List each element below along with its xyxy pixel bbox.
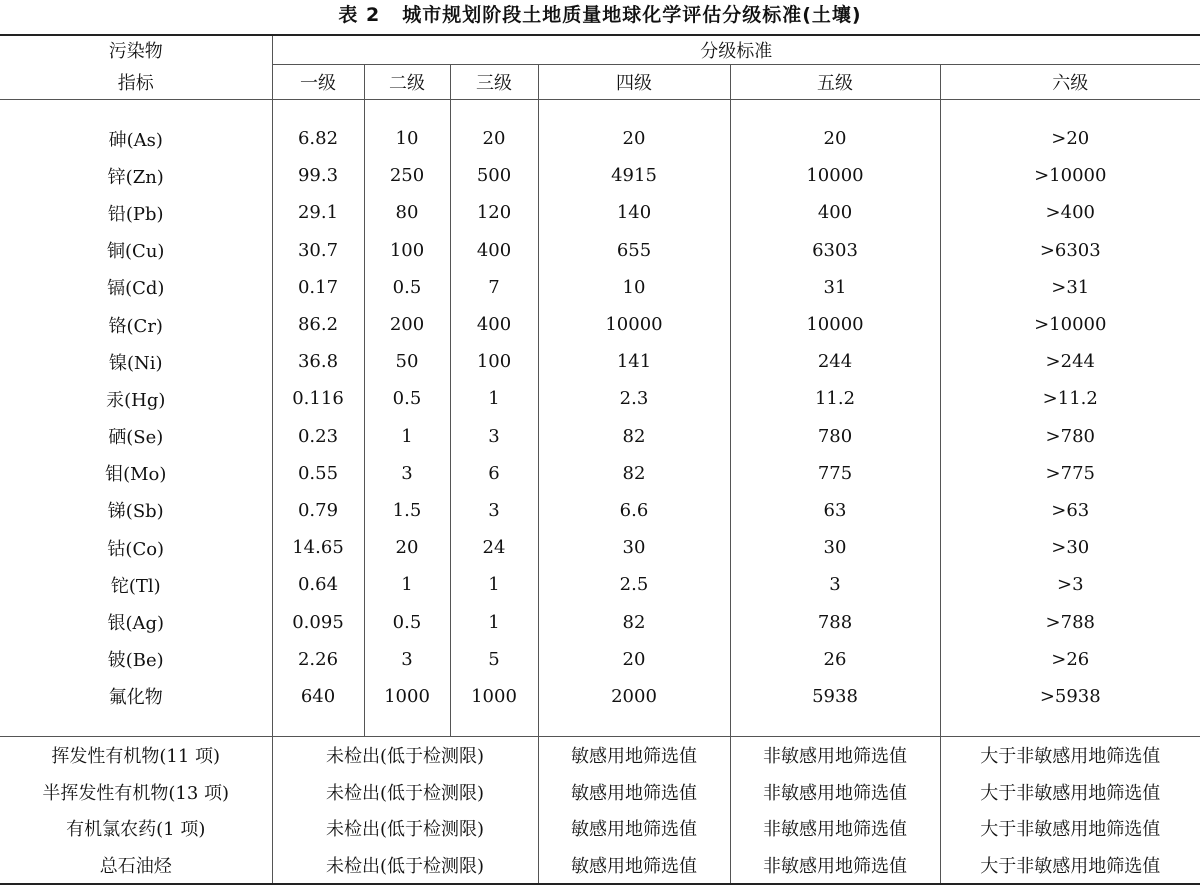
table-row (0, 678, 1200, 715)
grade-4-value: 140 (538, 194, 730, 231)
grade-2-value: 3 (364, 641, 450, 678)
grade-5-criterion: 非敏感用地筛选值 (730, 810, 940, 847)
element-name: 锌(Zn) (107, 166, 164, 188)
grade-3-value: 500 (450, 157, 538, 194)
grade-5-value: 26 (730, 641, 940, 678)
grade-3-value: 24 (450, 529, 538, 566)
grade-2-value: 50 (364, 343, 450, 380)
grade-2-value: 80 (364, 194, 450, 231)
grade-2-value: 0.5 (364, 269, 450, 306)
grade-1-value: 0.79 (272, 492, 364, 529)
grade-1-value: 0.116 (272, 380, 364, 417)
grade-4-criterion: 敏感用地筛选值 (538, 737, 730, 774)
element-name: 钼(Mo) (105, 464, 167, 486)
grade-3-value: 5 (450, 641, 538, 678)
grade-2-value: 1 (364, 418, 450, 455)
grade-5-value: 6303 (730, 232, 940, 269)
grades-1-3-criterion: 未检出(低于检测限) (272, 774, 538, 811)
grade-1-value: 0.55 (272, 455, 364, 492)
grade-header-4: 四级 (538, 65, 730, 100)
grade-3-value: 120 (450, 194, 538, 231)
grade-4-criterion: 敏感用地筛选值 (538, 774, 730, 811)
table-number: 表 2 (338, 4, 381, 26)
element-name: 钴(Co) (107, 538, 165, 560)
table-row (0, 120, 1200, 157)
grade-6-value: >26 (940, 641, 1200, 678)
grade-4-value: 20 (538, 641, 730, 678)
element-name: 银(Ag) (107, 613, 165, 635)
grade-header-3: 三级 (450, 65, 538, 100)
grade-2-value: 0.5 (364, 603, 450, 640)
grade-6-value: >30 (940, 529, 1200, 566)
grade-3-value: 400 (450, 232, 538, 269)
grade-5-value: 775 (730, 455, 940, 492)
grade-6-value: >3 (940, 566, 1200, 603)
element-name: 锑(Sb) (107, 501, 164, 523)
grade-5-value: 10000 (730, 157, 940, 194)
grade-6-criterion: 大于非敏感用地筛选值 (940, 810, 1200, 847)
grade-2-value: 1.5 (364, 492, 450, 529)
grade-5-criterion: 非敏感用地筛选值 (730, 737, 940, 774)
table-row (0, 641, 1200, 678)
header-row-1 (0, 35, 1200, 65)
element-name: 铬(Cr) (108, 315, 163, 337)
grade-6-value: >20 (940, 120, 1200, 157)
grade-3-value: 7 (450, 269, 538, 306)
spacer-row (0, 100, 1200, 121)
grade-4-value: 6.6 (538, 492, 730, 529)
grade-2-value: 100 (364, 232, 450, 269)
grade-3-value: 100 (450, 343, 538, 380)
grade-4-value: 2000 (538, 678, 730, 715)
grade-4-value: 20 (538, 120, 730, 157)
section-separator (0, 715, 1200, 737)
grade-5-value: 400 (730, 194, 940, 231)
grade-6-value: >780 (940, 418, 1200, 455)
table-row (0, 847, 1200, 885)
grade-5-value: 20 (730, 120, 940, 157)
grade-5-value: 31 (730, 269, 940, 306)
grade-header-5: 五级 (730, 65, 940, 100)
grade-6-criterion: 大于非敏感用地筛选值 (940, 737, 1200, 774)
grade-5-value: 63 (730, 492, 940, 529)
grade-5-value: 10000 (730, 306, 940, 343)
grade-1-value: 30.7 (272, 232, 364, 269)
element-name: 汞(Hg) (106, 389, 166, 411)
table-row (0, 774, 1200, 811)
grade-6-value: >5938 (940, 678, 1200, 715)
grade-4-value: 655 (538, 232, 730, 269)
grade-2-value: 1 (364, 566, 450, 603)
table-row (0, 810, 1200, 847)
table-row (0, 492, 1200, 529)
indicator-header-line1: 污染物 (0, 35, 272, 65)
element-name: 砷(As) (108, 129, 163, 151)
grades-1-3-criterion: 未检出(低于检测限) (272, 737, 538, 774)
grade-3-value: 3 (450, 492, 538, 529)
grade-2-value: 20 (364, 529, 450, 566)
grade-1-value: 14.65 (272, 529, 364, 566)
grading-standard-header: 分级标准 (272, 35, 1200, 65)
grade-1-value: 640 (272, 678, 364, 715)
table-row (0, 343, 1200, 380)
grade-4-value: 10000 (538, 306, 730, 343)
grade-4-value: 4915 (538, 157, 730, 194)
grade-6-value: >10000 (940, 157, 1200, 194)
grade-2-value: 3 (364, 455, 450, 492)
grade-header-6: 六级 (940, 65, 1200, 100)
grade-4-value: 82 (538, 603, 730, 640)
table-row (0, 194, 1200, 231)
grade-2-value: 0.5 (364, 380, 450, 417)
grade-2-value: 250 (364, 157, 450, 194)
organic-indicator-name: 有机氯农药(1 项) (66, 819, 206, 841)
grades-1-3-criterion: 未检出(低于检测限) (272, 847, 538, 885)
grade-4-value: 30 (538, 529, 730, 566)
grade-2-value: 10 (364, 120, 450, 157)
table-row (0, 306, 1200, 343)
grade-header-2: 二级 (364, 65, 450, 100)
grade-2-value: 200 (364, 306, 450, 343)
grade-4-value: 82 (538, 455, 730, 492)
grade-3-value: 20 (450, 120, 538, 157)
grade-6-value: >63 (940, 492, 1200, 529)
grade-3-value: 1 (450, 380, 538, 417)
element-name: 铜(Cu) (107, 241, 165, 263)
grade-3-value: 1 (450, 566, 538, 603)
grade-3-value: 1 (450, 603, 538, 640)
grade-1-value: 6.82 (272, 120, 364, 157)
grade-4-value: 2.5 (538, 566, 730, 603)
table-row (0, 737, 1200, 774)
grade-1-value: 0.095 (272, 603, 364, 640)
grade-2-value: 1000 (364, 678, 450, 715)
grade-6-criterion: 大于非敏感用地筛选值 (940, 847, 1200, 885)
table-row (0, 157, 1200, 194)
organic-indicator-name: 总石油烃 (0, 847, 272, 885)
element-name: 铊(Tl) (110, 575, 161, 597)
grade-1-value: 36.8 (272, 343, 364, 380)
grade-6-value: >11.2 (940, 380, 1200, 417)
grade-4-criterion: 敏感用地筛选值 (538, 810, 730, 847)
grade-1-value: 2.26 (272, 641, 364, 678)
grade-5-criterion: 非敏感用地筛选值 (730, 774, 940, 811)
table-row (0, 232, 1200, 269)
grade-1-value: 86.2 (272, 306, 364, 343)
grade-6-value: >400 (940, 194, 1200, 231)
table-caption: 城市规划阶段土地质量地球化学评估分级标准(土壤) (402, 4, 862, 26)
grade-3-value: 400 (450, 306, 538, 343)
grade-6-value: >6303 (940, 232, 1200, 269)
header-row-2 (0, 65, 1200, 100)
grade-6-value: >244 (940, 343, 1200, 380)
organic-indicator-name: 半挥发性有机物(13 项) (42, 782, 230, 804)
grade-6-criterion: 大于非敏感用地筛选值 (940, 774, 1200, 811)
element-name: 铅(Pb) (107, 203, 164, 225)
grade-1-value: 0.23 (272, 418, 364, 455)
table-row (0, 380, 1200, 417)
grade-6-value: >10000 (940, 306, 1200, 343)
grade-1-value: 0.17 (272, 269, 364, 306)
indicator-header-line2: 指标 (0, 65, 272, 100)
grade-5-criterion: 非敏感用地筛选值 (730, 847, 940, 885)
grade-5-value: 5938 (730, 678, 940, 715)
grade-1-value: 29.1 (272, 194, 364, 231)
element-name: 镉(Cd) (107, 278, 165, 300)
table-row (0, 566, 1200, 603)
table-title (0, 0, 1200, 34)
element-name: 硒(Se) (108, 427, 164, 449)
grade-4-value: 10 (538, 269, 730, 306)
element-name: 镍(Ni) (108, 352, 163, 374)
grade-4-value: 82 (538, 418, 730, 455)
grade-6-value: >788 (940, 603, 1200, 640)
table-row (0, 603, 1200, 640)
table-row (0, 269, 1200, 306)
grade-5-value: 788 (730, 603, 940, 640)
grade-5-value: 3 (730, 566, 940, 603)
table-row (0, 529, 1200, 566)
grade-4-criterion: 敏感用地筛选值 (538, 847, 730, 885)
grade-3-value: 6 (450, 455, 538, 492)
table-row (0, 418, 1200, 455)
grade-5-value: 30 (730, 529, 940, 566)
grade-5-value: 11.2 (730, 380, 940, 417)
grade-3-value: 1000 (450, 678, 538, 715)
grade-3-value: 3 (450, 418, 538, 455)
grade-5-value: 244 (730, 343, 940, 380)
table-row (0, 455, 1200, 492)
element-name: 氟化物 (108, 687, 163, 709)
grade-6-value: >775 (940, 455, 1200, 492)
grade-6-value: >31 (940, 269, 1200, 306)
grade-header-1: 一级 (272, 65, 364, 100)
grade-4-value: 141 (538, 343, 730, 380)
grade-1-value: 0.64 (272, 566, 364, 603)
grade-5-value: 780 (730, 418, 940, 455)
grade-1-value: 99.3 (272, 157, 364, 194)
element-name: 铍(Be) (107, 650, 164, 672)
grading-standard-table (0, 34, 1200, 885)
grade-4-value: 2.3 (538, 380, 730, 417)
organic-indicator-name: 挥发性有机物(11 项) (51, 746, 221, 768)
grades-1-3-criterion: 未检出(低于检测限) (272, 810, 538, 847)
